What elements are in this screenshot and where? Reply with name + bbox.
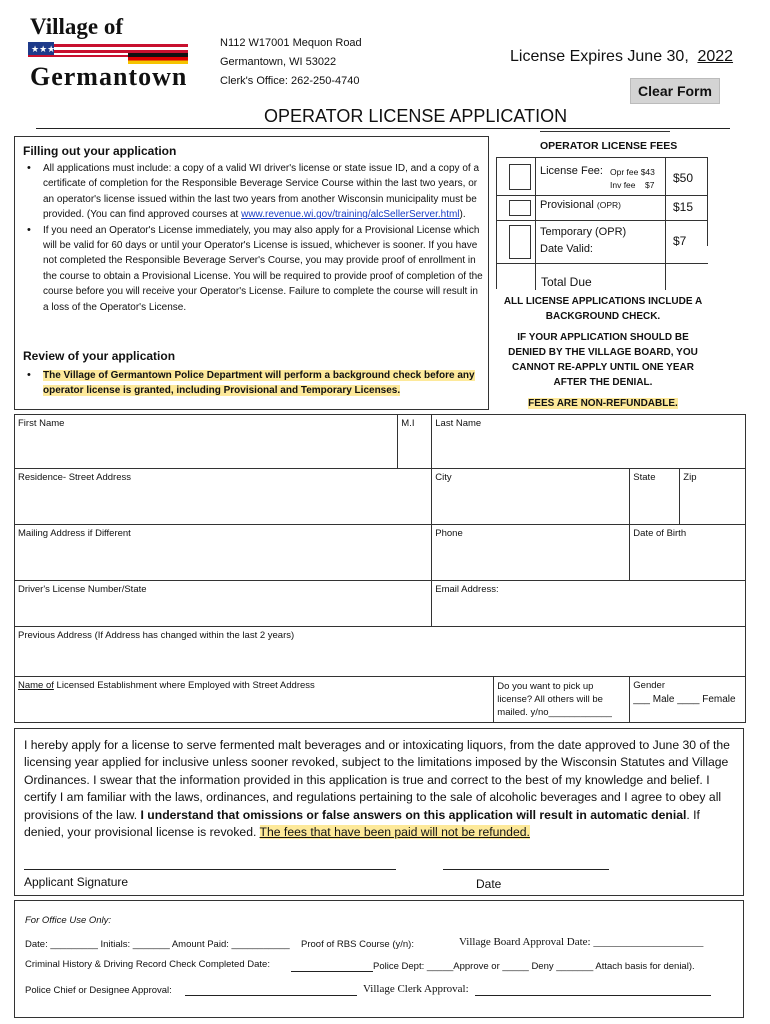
police-dept-decision[interactable]: Police Dept: _____Approve or _____ Deny _______ Attach basis for denial). [373, 961, 695, 972]
logo-germantown: Germantown [30, 62, 188, 91]
license-fee-label: License Fee: [540, 165, 603, 177]
temporary-amount: $7 [673, 234, 687, 248]
mailing-address-field[interactable]: Mailing Address if Different [15, 525, 432, 581]
address-street: N112 W17001 Mequon Road [220, 37, 362, 49]
police-chief-approval: Police Chief or Designee Approval: [25, 985, 172, 996]
office-date-line[interactable]: Date: _________ Initials: _______ Amount Paid: ___________ [25, 939, 290, 950]
temporary-label: Temporary (OPR) [540, 226, 627, 238]
instruction-bullet-1: • All applications must include: a copy of a valid WI driver's license or state issue ID, and a copy of a certificate of completion for the Responsible Beverage Service Course within the last two years, or an operator's license issued within the last two years from another Wisconsin municipality must be provided. (You can find approved courses at www.revenue.wi.gov/training/alcSellerServer.html). [21, 161, 483, 223]
date-valid-label: Date Valid: [540, 243, 593, 255]
first-name-field[interactable]: First Name [15, 415, 398, 469]
city-field[interactable]: City [432, 469, 630, 525]
expires-label: License Expires June 30, [510, 48, 689, 65]
flag-logo-icon [28, 42, 188, 64]
gender-field[interactable]: Gender ___ Male ____ Female [630, 677, 746, 723]
village-address [220, 34, 362, 91]
establishment-field[interactable]: Name of Licensed Establishment where Employed with Street Address [15, 677, 494, 723]
total-due-label: Total Due [541, 275, 592, 289]
page-title: OPERATOR LICENSE APPLICATION [264, 106, 568, 126]
email-field[interactable]: Email Address: [432, 581, 746, 627]
review-heading: Review of your application [23, 349, 176, 363]
phone-field[interactable]: Phone [432, 525, 630, 581]
office-use-box [14, 900, 744, 1018]
svg-text:★★★: ★★★ [31, 45, 56, 55]
residence-field[interactable]: Residence- Street Address [15, 469, 432, 525]
office-heading: For Office Use Only: [25, 915, 112, 926]
declaration-box [14, 728, 744, 896]
license-expiration [510, 48, 737, 66]
fees-title: OPERATOR LICENSE FEES [540, 140, 678, 152]
criminal-history-check[interactable]: Criminal History & Driving Record Check Completed Date: [25, 959, 270, 970]
date-of-birth-field[interactable]: Date of Birth [630, 525, 746, 581]
temporary-checkbox[interactable] [509, 225, 531, 259]
license-fee-checkbox[interactable] [509, 164, 531, 190]
logo-village-of: Village of [30, 14, 124, 39]
police-chief-signature-line[interactable] [185, 995, 357, 996]
provisional-label: Provisional (OPR) [540, 199, 621, 211]
signature-label: Applicant Signature [24, 875, 129, 889]
inv-fee: Inv fee $7 [610, 180, 655, 190]
drivers-license-field[interactable]: Driver's License Number/State [15, 581, 432, 627]
provisional-checkbox[interactable] [509, 200, 531, 216]
revenue-link[interactable]: www.revenue.wi.gov/training/alcSellerServer.html [241, 209, 460, 221]
board-approval[interactable]: Village Board Approval Date: ____________________ [459, 936, 704, 948]
address-phone: Clerk's Office: 262-250-4740 [220, 75, 360, 87]
state-field[interactable]: State [630, 469, 680, 525]
notice-denial: IF YOUR APPLICATION SHOULD BE DENIED BY THE VILLAGE BOARD, YOU CANNOT RE-APPLY UNTIL ONE YEAR AFTER THE DENIAL. [508, 332, 698, 388]
applicant-info-table [14, 414, 746, 723]
address-city: Germantown, WI 53022 [220, 56, 337, 68]
zip-field[interactable]: Zip [680, 469, 746, 525]
opr-fee: Opr fee $43 [610, 167, 655, 177]
fee-table [496, 157, 708, 289]
last-name-field[interactable]: Last Name [432, 415, 746, 469]
notice-non-refundable: FEES ARE NON-REFUNDABLE. [528, 398, 678, 409]
pickup-field[interactable]: Do you want to pick up license? All others will be mailed. y/no____________ [494, 677, 630, 723]
previous-address-field[interactable]: Previous Address (If Address has changed within the last 2 years) [15, 627, 746, 677]
date-line[interactable] [443, 869, 609, 870]
mi-field[interactable]: M.I [398, 415, 432, 469]
criminal-history-date-line[interactable] [291, 971, 373, 972]
clerk-approval: Village Clerk Approval: [363, 983, 469, 995]
expires-year[interactable]: 2022 [697, 48, 734, 65]
signature-line[interactable] [24, 869, 396, 870]
date-label: Date [476, 877, 502, 891]
declaration-text: I hereby apply for a license to serve fermented malt beverages and or intoxicating liquors, from the date approved to June 30 of the licensing year applied for inclusive unless sooner revoked, subject to the limitations imposed by the Wisconsin Statutes and Village Ordinances. I swear that the information provided in this application is true and correct to the best of my knowledge and belief. I certify I am familiar with the laws, ordinances, and regulations pertaining to the sale of alcoholic beverages and I agree to obey all provisions of the law. I understand that omissions or false answers on this application will result in automatic denial. If denied, your provisional license is revoked. The fees that have been paid will not be refunded. [24, 738, 730, 840]
filling-heading: Filling out your application [23, 144, 177, 158]
fees-top-rule [540, 131, 670, 132]
review-bullet: • The Village of Germantown Police Department will perform a background check before any operator license is granted, including Provisional and Temporary Licenses. [21, 368, 483, 399]
clear-form-button[interactable]: Clear Form [630, 78, 720, 104]
license-fee-amount: $50 [673, 171, 694, 185]
rbs-proof[interactable]: Proof of RBS Course (y/n): [301, 939, 414, 950]
provisional-amount: $15 [673, 200, 694, 214]
title-rule [36, 128, 730, 129]
instructions-box [14, 136, 489, 410]
clerk-signature-line[interactable] [475, 995, 711, 996]
instruction-bullet-2: • If you need an Operator's License immediately, you may also apply for a Provisional License which will be valid for 60 days or until your Operator's License is issued, whichever is sooner. If you have not completed the Responsible Beverage Server's Course, you may provide proof of enrollment in the course to obtain a Provisional License. You will be required to provide proof of completion of the course before you will receive your Operator's License. Failure to complete the course will result in a loss of the Operator's License. [21, 223, 483, 315]
notice-background-check: ALL LICENSE APPLICATIONS INCLUDE A BACKGROUND CHECK. [503, 296, 703, 322]
